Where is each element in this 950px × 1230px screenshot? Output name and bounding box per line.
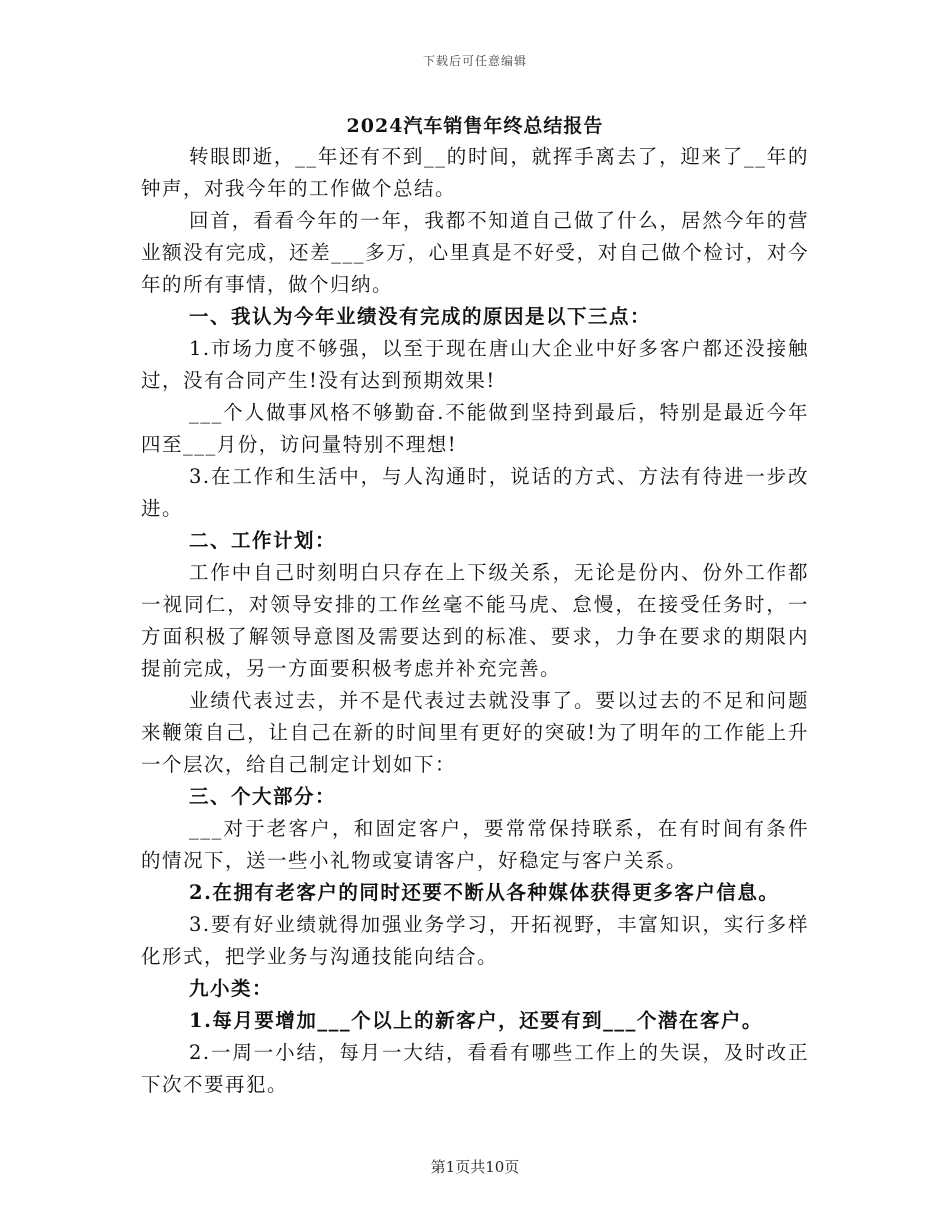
paragraph-reason-1: 1.市场力度不够强，以至于现在唐山大企业中好多客户都还没接触过，没有合同产生!没有达到预期效果! xyxy=(141,337,809,392)
section-heading-reasons: 一、我认为今年业绩没有完成的原因是以下三点： xyxy=(189,305,652,328)
document-body xyxy=(141,141,809,1101)
section-heading-subcategories: 九小类： xyxy=(189,977,274,1000)
paragraph-plan-performance: 业绩代表过去，并不是代表过去就没事了。要以过去的不足和问题来鞭策自己，让自己在新的时间里有更好的突破!为了明年的工作能上升一个层次，给自己制定计划如下： xyxy=(141,689,809,776)
page-header: 下载后可任意编辑 xyxy=(422,54,527,68)
paragraph-intro: 转眼即逝，__年还有不到__的时间，就挥手离去了，迎来了__年的钟声，对我今年的工作做个总结。 xyxy=(141,145,809,200)
paragraph-reason-3: 3.在工作和生活中，与人沟通时，说话的方式、方法有待进一步改进。 xyxy=(141,465,809,520)
paragraph-plan-work: 工作中自己时刻明白只存在上下级关系，无论是份内、份外工作都一视同仁，对领导安排的工作丝毫不能马虎、怠慢，在接受任务时，一方面积极了解领导意图及需要达到的标准、要求，力争在要求的期限内提前完成，另一方面要积极考虑并补充完善。 xyxy=(141,561,809,680)
section-heading-plan: 二、工作计划： xyxy=(189,529,337,552)
paragraph-part-2: 2.在拥有老客户的同时还要不断从各种媒体获得更多客户信息。 xyxy=(189,881,780,904)
paragraph-part-1: ___对于老客户，和固定客户，要常常保持联系，在有时间有条件的情况下，送一些小礼物或宴请客户，好稳定与客户关系。 xyxy=(141,817,809,872)
paragraph-reason-2: ___个人做事风格不够勤奋.不能做到坚持到最后，特别是最近今年四至___月份，访问量特别不理想! xyxy=(141,401,809,456)
paragraph-sub-2: 2.一周一小结，每月一大结，看看有哪些工作上的失误，及时改正下次不要再犯。 xyxy=(141,1041,809,1096)
paragraph-part-3: 3.要有好业绩就得加强业务学习，开拓视野，丰富知识，实行多样化形式，把学业务与沟通技能向结合。 xyxy=(141,913,809,968)
section-heading-parts: 三、个大部分： xyxy=(189,785,337,808)
paragraph-review: 回首，看看今年的一年，我都不知道自己做了什么，居然今年的营业额没有完成，还差___多万，心里真是不好受，对自己做个检讨，对今年的所有事情，做个归纳。 xyxy=(141,209,809,296)
paragraph-sub-1: 1.每月要增加___个以上的新客户，还要有到___个潜在客户。 xyxy=(189,1009,763,1032)
page-footer: 第1页共10页 xyxy=(430,1158,520,1176)
document-title: 2024汽车销售年终总结报告 xyxy=(346,115,604,137)
